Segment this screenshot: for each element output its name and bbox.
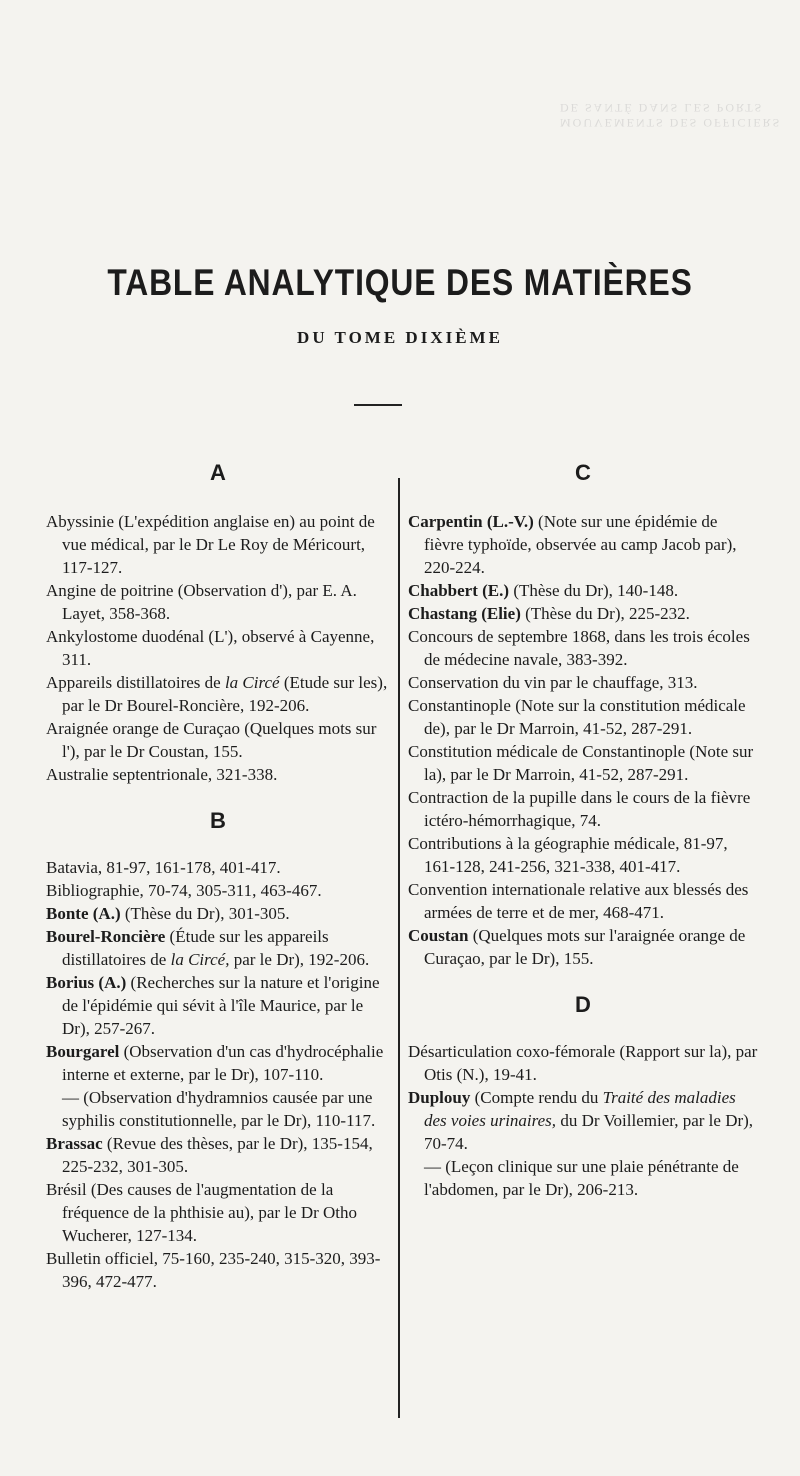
section-letter-b: B bbox=[210, 808, 226, 833]
index-entry: Convention internationale relative aux blessés des armées de terre et de mer, 468-471. bbox=[408, 880, 749, 922]
index-entry: Brassac (Revue des thèses, par le Dr), 135-154, 225-232, 301-305. bbox=[46, 1134, 373, 1176]
index-entry: Abyssinie (L'expédition anglaise en) au point de vue médical, par le Dr Le Roy de Méricourt, 117-127. bbox=[46, 512, 375, 577]
section-letter-a: A bbox=[210, 460, 226, 485]
section-letter-c: C bbox=[575, 460, 591, 485]
index-entry: Bourel-Roncière (Étude sur les appareils distillatoires de la Circé, par le Dr), 192-206. bbox=[46, 927, 370, 969]
index-entry: Conservation du vin par le chauffage, 313. bbox=[408, 673, 698, 692]
index-entry: Concours de septembre 1868, dans les trois écoles de médecine navale, 383-392. bbox=[408, 627, 750, 669]
index-entry: Désarticulation coxo-fémorale (Rapport sur la), par Otis (N.), 19-41. bbox=[408, 1042, 758, 1084]
index-entry: Appareils distillatoires de la Circé (Etude sur les), par le Dr Bourel-Roncière, 192-206. bbox=[46, 673, 388, 715]
index-entry: Batavia, 81-97, 161-178, 401-417. bbox=[46, 858, 281, 877]
index-entry: — (Observation d'hydramnios causée par une syphilis constitutionnelle, par le Dr), 110-117. bbox=[62, 1088, 376, 1130]
index-entry: Chabbert (E.) (Thèse du Dr), 140-148. bbox=[408, 581, 679, 600]
index-entry: Chastang (Elie) (Thèse du Dr), 225-232. bbox=[408, 604, 690, 623]
index-entry: Constantinople (Note sur la constitution médicale de), par le Dr Marroin, 41-52, 287-291. bbox=[408, 696, 746, 738]
right-column bbox=[408, 460, 758, 1201]
index-entry: Duplouy (Compte rendu du Traité des maladies des voies urinaires, du Dr Voillemier, par le Dr), 70-74. bbox=[408, 1088, 754, 1153]
index-entry: — (Leçon clinique sur une plaie pénétrante de l'abdomen, par le Dr), 206-213. bbox=[424, 1157, 739, 1199]
left-column bbox=[46, 460, 390, 1293]
page-title: TABLE ANALYTIQUE DES MATIÈRES bbox=[107, 262, 693, 303]
index-entry: Angine de poitrine (Observation d'), par E. A. Layet, 358-368. bbox=[46, 581, 357, 623]
title-rule bbox=[354, 404, 402, 406]
index-entry: Araignée orange de Curaçao (Quelques mots sur l'), par le Dr Coustan, 155. bbox=[46, 719, 377, 761]
index-entry: Australie septentrionale, 321-338. bbox=[46, 765, 278, 784]
section-letter-d: D bbox=[575, 992, 591, 1017]
index-entry: Borius (A.) (Recherches sur la nature et l'origine de l'épidémie qui sévit à l'île Maurice, par le Dr), 257-267. bbox=[46, 973, 380, 1038]
index-entry: Bonte (A.) (Thèse du Dr), 301-305. bbox=[46, 904, 290, 923]
page-subtitle: DU TOME DIXIÈME bbox=[297, 328, 503, 347]
bleed-through-text: MOUVEMENTS DES OFFICIERS DE SANTÉ DANS LES PORTS bbox=[560, 101, 782, 130]
index-entry: Bibliographie, 70-74, 305-311, 463-467. bbox=[46, 881, 322, 900]
index-entry: Coustan (Quelques mots sur l'araignée orange de Curaçao, par le Dr), 155. bbox=[408, 926, 746, 968]
index-entry: Carpentin (L.-V.) (Note sur une épidémie de fièvre typhoïde, observée au camp Jacob par), 220-224. bbox=[408, 512, 737, 577]
index-entry: Contributions à la géographie médicale, 81-97, 161-128, 241-256, 321-338, 401-417. bbox=[408, 834, 728, 876]
index-entry: Constitution médicale de Constantinople (Note sur la), par le Dr Marroin, 41-52, 287-291. bbox=[408, 742, 754, 784]
index-entry: Bulletin officiel, 75-160, 235-240, 315-320, 393-396, 472-477. bbox=[46, 1249, 381, 1291]
column-divider bbox=[398, 478, 400, 1418]
index-entry: Contraction de la pupille dans le cours de la fièvre ictéro-hémorrhagique, 74. bbox=[408, 788, 751, 830]
index-entry: Ankylostome duodénal (L'), observé à Cayenne, 311. bbox=[46, 627, 375, 669]
index-entry: Brésil (Des causes de l'augmentation de la fréquence de la phthisie au), par le Dr Otho Wucherer, 127-134. bbox=[46, 1180, 358, 1245]
index-entry: Bourgarel (Observation d'un cas d'hydrocéphalie interne et externe, par le Dr), 107-110. bbox=[46, 1042, 384, 1084]
